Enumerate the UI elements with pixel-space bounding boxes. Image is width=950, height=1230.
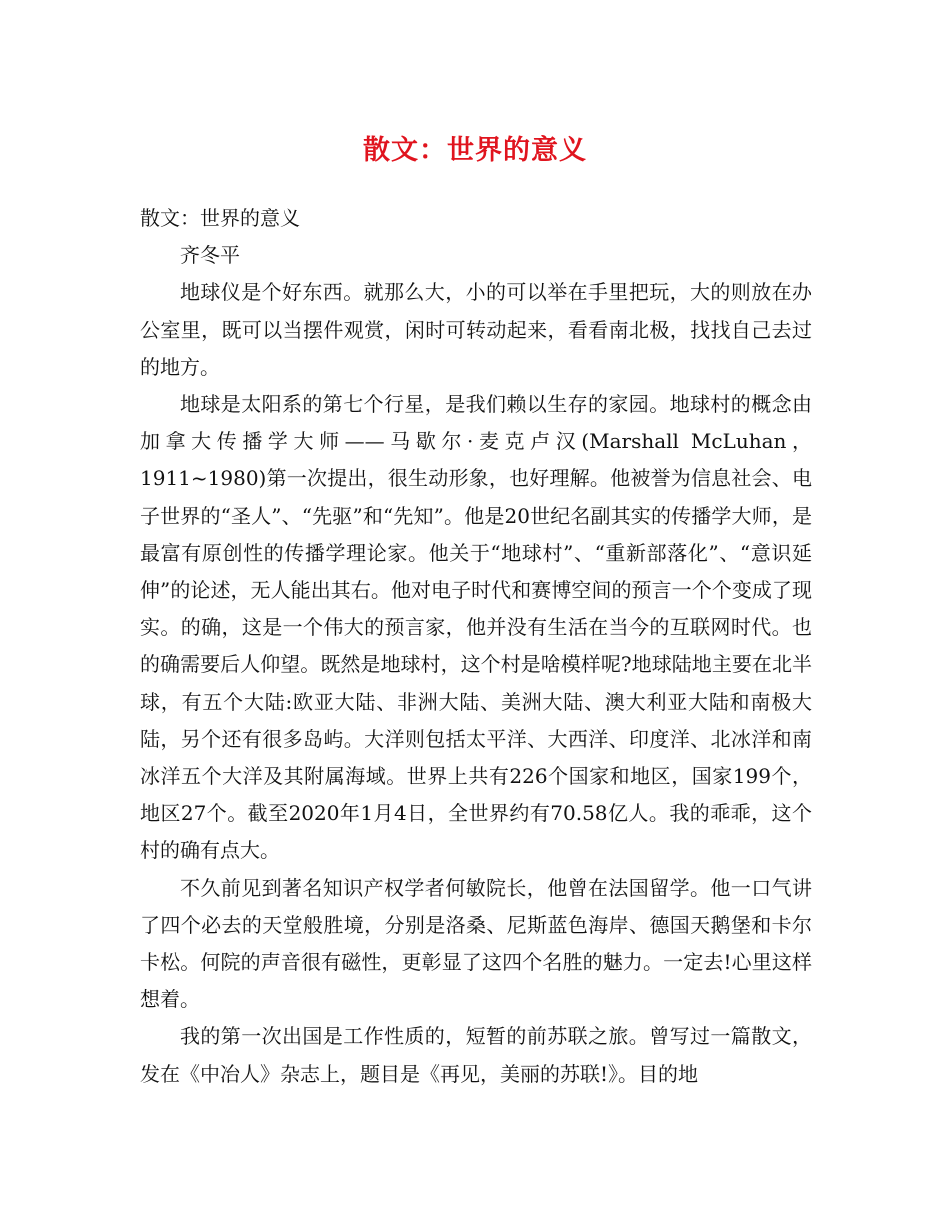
author-name: 齐冬平 — [180, 243, 240, 268]
paragraph-2: 地球是太阳系的第七个行星，是我们赖以生存的家园。地球村的概念由加拿大传播学大师——马歇尔·麦克卢汉(Marshall McLuhan，1911~1980)第一次提出，很生动形象，也好理解。他被誉为信息社会、电子世界的“圣人”、“先驱”和“先知”。他是20世纪名副其实的传播学大师，是最富有原创性的传播学理论家。他关于“地球村”、“重新部落化”、“意识延伸”的论述，无人能出其右。他对电子时代和赛博空间的预言一个个变成了现实。的确，这是一个伟大的预言家，他并没有生活在当今的互联网时代。也的确需要后人仰望。既然是地球村，这个村是啥模样呢?地球陆地主要在北半球，有五个大陆:欧亚大陆、非洲大陆、美洲大陆、澳大利亚大陆和南极大陆，另个还有很多岛屿。大洋则包括太平洋、大西洋、印度洋、北冰洋和南冰洋五个大洋及其附属海域。世界上共有226个国家和地区，国家199个，地区27个。截至2020年1月4日，全世界约有70.58亿人。我的乖乖，这个村的确有点大。 — [140, 392, 812, 863]
paragraph-3: 不久前见到著名知识产权学者何敏院长，他曾在法国留学。他一口气讲了四个必去的天堂般胜境，分别是洛桑、尼斯蓝色海岸、德国天鹅堡和卡尔卡松。何院的声音很有磁性，更彰显了这四个名胜的魅力。一定去!心里这样想着。 — [140, 875, 812, 1012]
paragraph-4: 我的第一次出国是工作性质的，短暂的前苏联之旅。曾写过一篇散文，发在《中冶人》杂志上，题目是《再见，美丽的苏联!》。目的地 — [140, 1024, 812, 1086]
document-title: 散文：世界的意义 — [363, 135, 587, 166]
paragraph-1: 地球仪是个好东西。就那么大，小的可以举在手里把玩，大的则放在办公室里，既可以当摆件观赏，闲时可转动起来，看看南北极，找找自己去过的地方。 — [140, 280, 812, 379]
document-subtitle: 散文：世界的意义 — [140, 206, 300, 230]
document-body — [140, 200, 812, 1093]
